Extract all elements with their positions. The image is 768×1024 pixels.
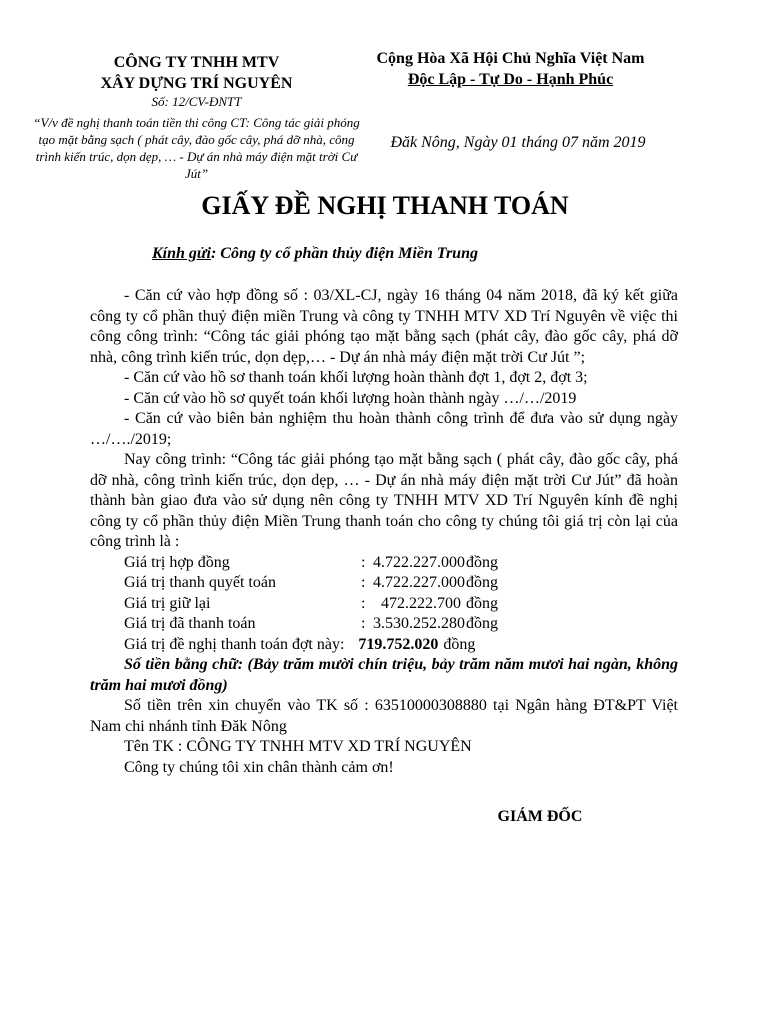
document-subject: “V/v đề nghị thanh toán tiền thi công CT: Công tác giải phóng tạo mặt bằng sạch ( phát cây, đào gốc cây, phá dỡ nhà, công trình kiến trúc, dọn dẹp, … - Dự án nhà máy điện mặt trời Cư Jút” [33, 115, 360, 181]
value-separator: : [361, 594, 366, 612]
value-amount: 4.722.227.000 [373, 574, 465, 591]
basis-acceptance-minutes: - Căn cứ vào biên bản nghiệm thu hoàn thành công trình để đưa vào sử dụng ngày …/…./2019; [90, 410, 678, 448]
value-row [90, 553, 678, 574]
value-amount: 3.530.252.280 [373, 615, 465, 632]
value-label: Giá trị giữ lại [124, 594, 211, 612]
value-unit: đồng [466, 574, 498, 591]
place-date: Đăk Nông, Ngày 01 tháng 07 năm 2019 [390, 134, 646, 151]
final-value-row [90, 635, 678, 656]
value-amount: 472.222.700 [381, 594, 461, 612]
value-separator: : [361, 553, 366, 571]
final-value-amount: 719.752.020 [358, 635, 439, 653]
final-value-unit: đồng [443, 635, 476, 653]
value-label: Giá trị hợp đồng [124, 553, 230, 571]
value-separator: : [361, 574, 366, 591]
basis-contract: - Căn cứ vào hợp đồng số : 03/XL-CJ, ngày 16 tháng 04 năm 2018, đã ký kết giữa công ty cổ phần thuỷ điện miền Trung và công ty TNHH MTV XD Trí Nguyên về việc thi công công trình: “Công tác giải phóng tạo mặt bằng sạch (phát cây, đào gốc cây, phá dỡ nhà, công trình kiến trúc, dọn dẹp,… - Dự án nhà máy điện mặt trời Cư Jút ”; [90, 287, 678, 366]
basis-settlement-records: - Căn cứ vào hồ sơ quyết toán khối lượng hoàn thành ngày …/…/2019 [124, 389, 577, 407]
value-label: Giá trị thanh quyết toán [124, 574, 276, 591]
value-unit: đồng [466, 615, 498, 632]
value-row [90, 573, 678, 594]
national-header [358, 48, 663, 90]
account-name: Tên TK : CÔNG TY TNHH MTV XD TRÍ NGUYÊN [124, 738, 472, 755]
value-separator: : [361, 615, 366, 632]
company-name-line1: CÔNG TY TNHH MTV [113, 54, 280, 71]
company-header [30, 52, 363, 182]
document-body [90, 286, 678, 778]
value-unit: đồng [466, 553, 498, 571]
recipient-name: : Công ty cổ phần thủy điện Miền Trung [210, 245, 478, 262]
basis-payment-records: - Căn cứ vào hồ sơ thanh toán khối lượng hoàn thành đợt 1, đợt 2, đợt 3; [124, 369, 588, 386]
bank-transfer-info: Số tiền trên xin chuyển vào TK số : 63510000308880 tại Ngân hàng ĐT&PT Việt Nam chi nhánh tỉnh Đăk Nông [90, 697, 678, 735]
nation-name: Cộng Hòa Xã Hội Chủ Nghĩa Việt Nam [376, 50, 645, 67]
thanks-line: Công ty chúng tôi xin chân thành cảm ơn! [124, 758, 394, 776]
value-unit: đồng [466, 594, 498, 612]
value-row [90, 614, 678, 635]
request-paragraph: Nay công trình: “Công tác giải phóng tạo mặt bằng sạch ( phát cây, đào gốc cây, phá dỡ nhà, công trình kiến trúc, dọn dẹp, … - Dự án nhà máy điện mặt trời Cư Jút” đã hoàn thành bàn giao đưa vào sử dụng nên công ty TNHH MTV XD Trí Nguyên kính đề nghị công ty cổ phần thủy điện Miền Trung thanh toán cho công ty chúng tôi giá trị còn lại của công trình là : [90, 451, 678, 550]
value-amount: 4.722.227.000 [373, 553, 465, 571]
value-row [90, 594, 678, 615]
nation-motto: Độc Lập - Tự Do - Hạnh Phúc [407, 71, 614, 88]
company-name-line2: XÂY DỰNG TRÍ NGUYÊN [100, 75, 293, 92]
document-title: GIẤY ĐỀ NGHỊ THANH TOÁN [201, 191, 569, 220]
value-label: Giá trị đã thanh toán [124, 615, 256, 632]
recipient-label: Kính gửi [152, 245, 211, 262]
signature-title: GIÁM ĐỐC [497, 808, 583, 825]
amount-in-words: Số tiền bằng chữ: (Bảy trăm mười chín triệu, bảy trăm năm mươi hai ngàn, không trăm hai mươi đồng) [90, 656, 678, 694]
final-value-label: Giá trị đề nghị thanh toán đợt này: [124, 635, 345, 653]
document-number: Số: 12/CV-ĐNTT [151, 94, 242, 109]
recipient-line [152, 243, 478, 264]
